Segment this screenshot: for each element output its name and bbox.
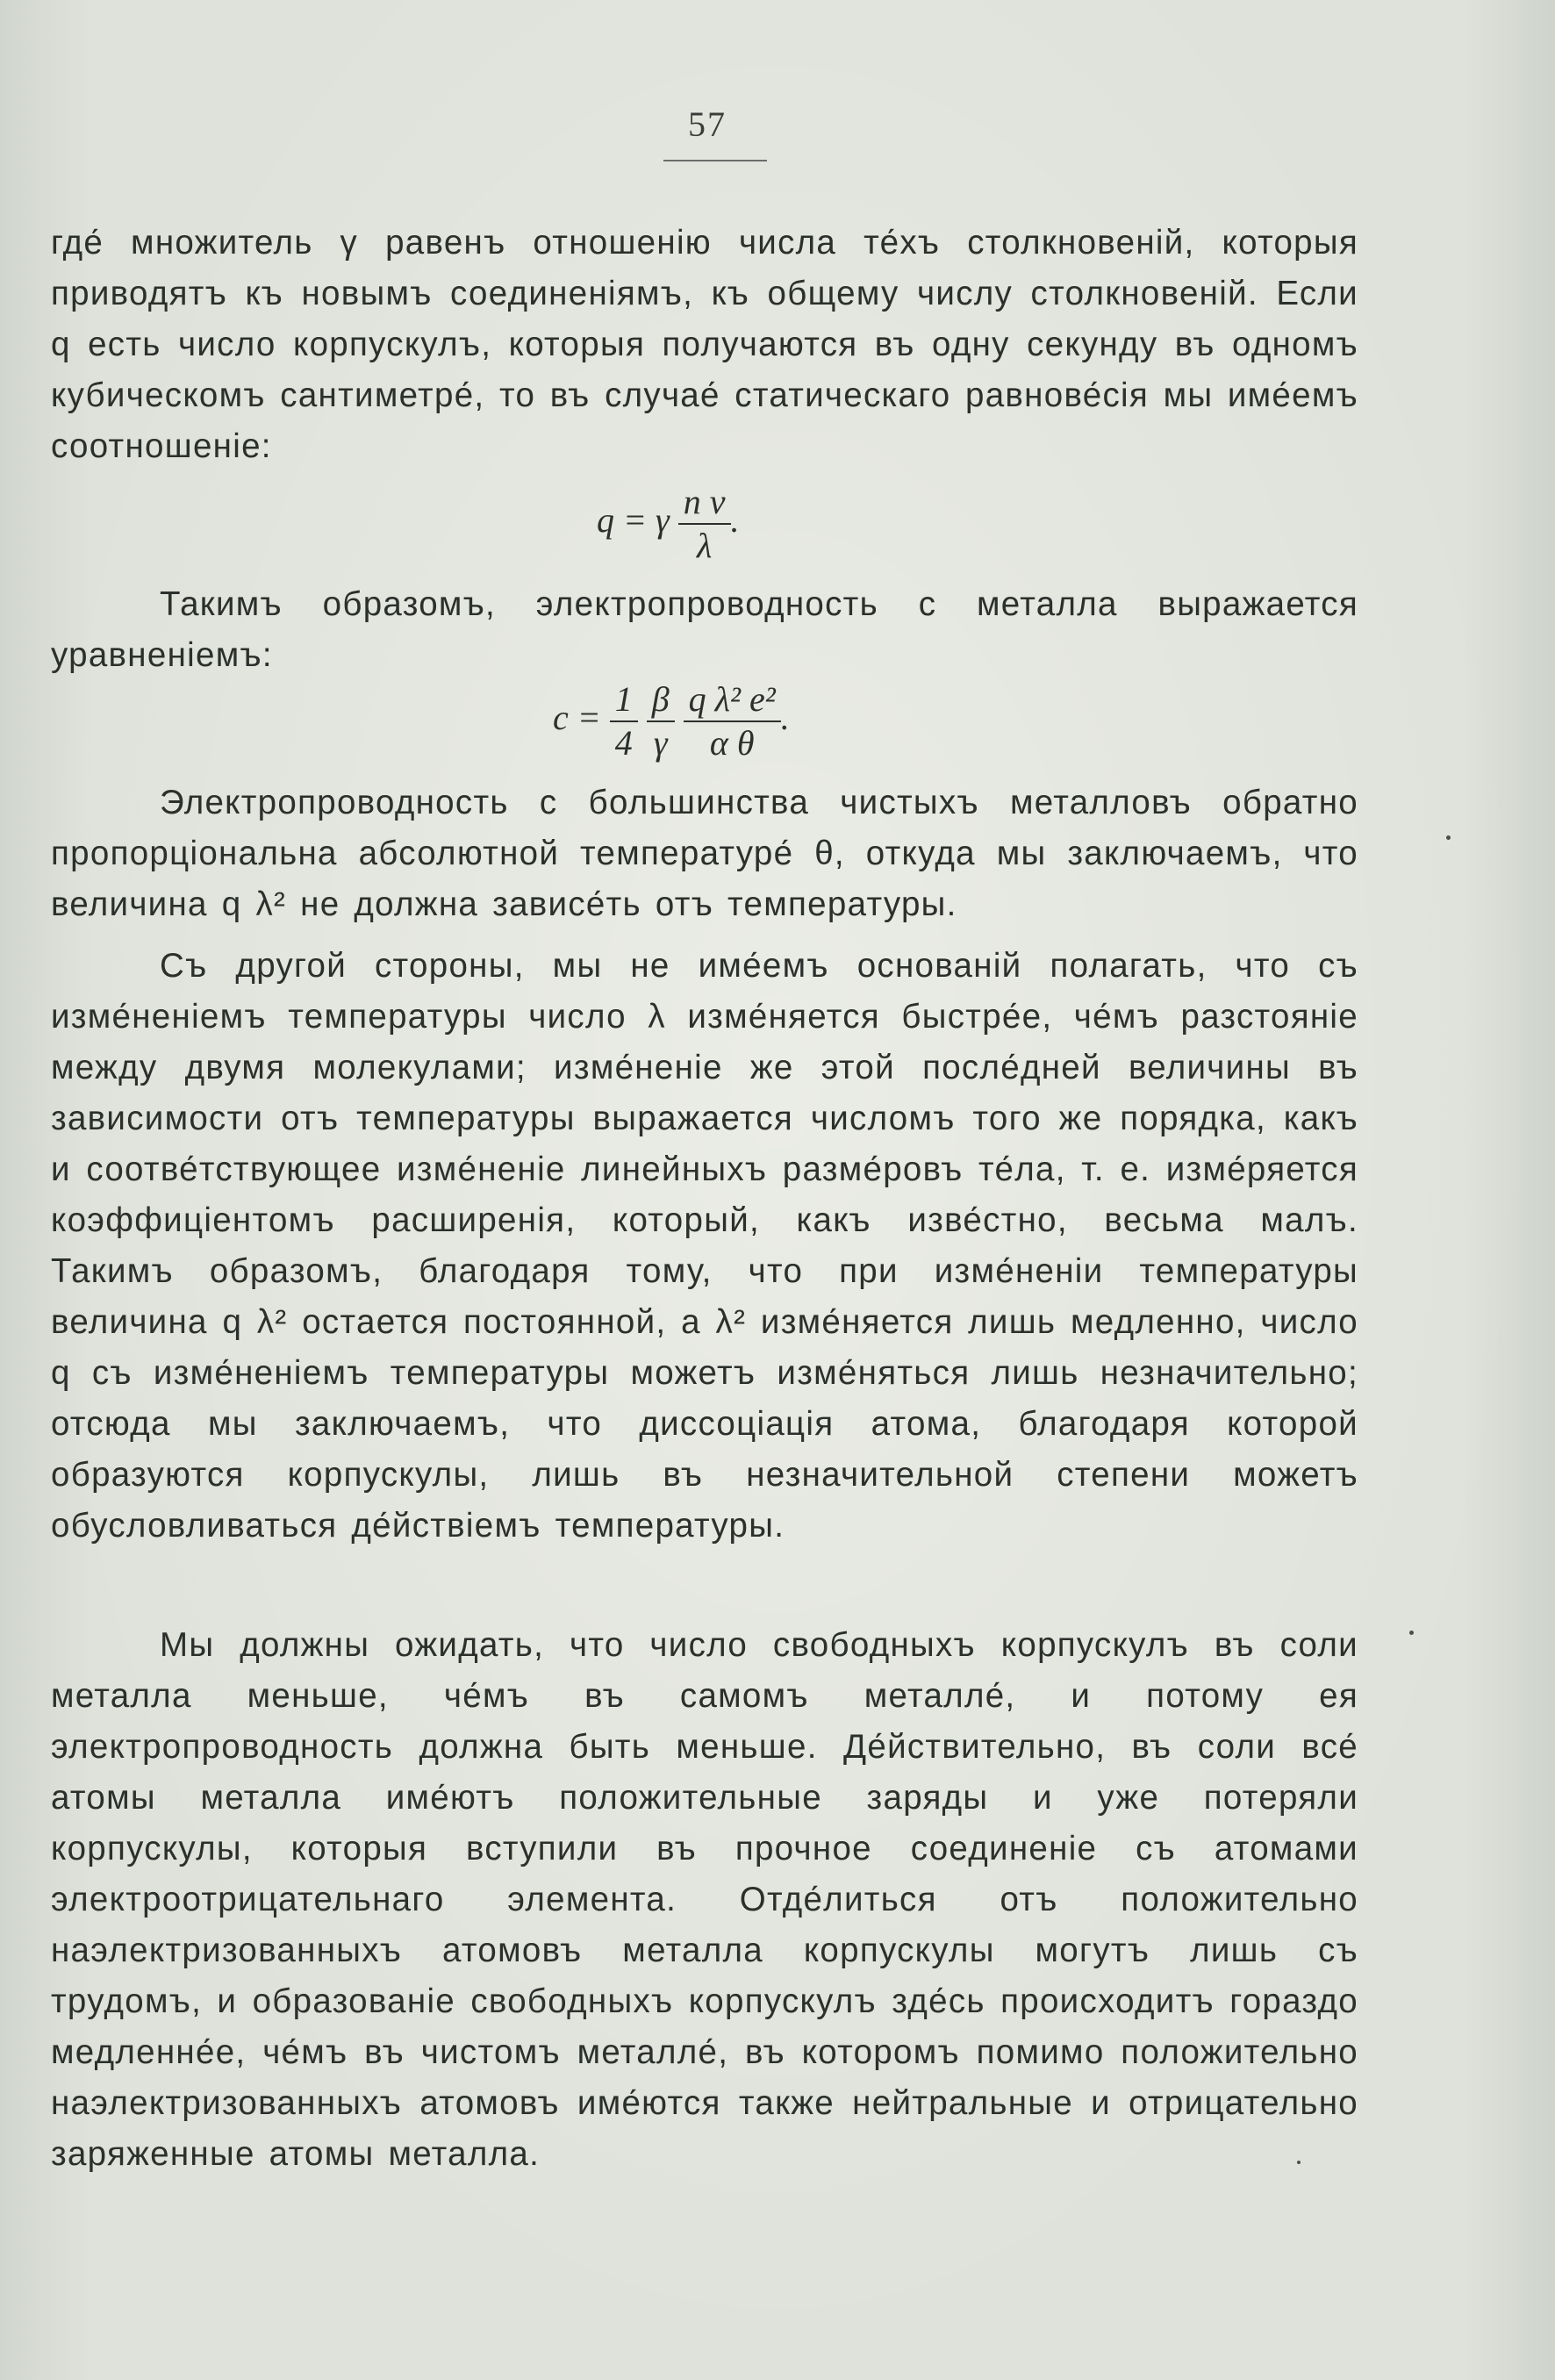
formula-c-fraction-1 — [610, 680, 638, 763]
page-number: 57 — [688, 104, 727, 144]
formula-q-fraction — [678, 483, 731, 565]
formula-c-fraction-3 — [684, 680, 781, 763]
formula-c-f2-numerator: β — [647, 680, 675, 722]
formula-c-f1-denominator: 4 — [614, 723, 633, 763]
formula-q-denominator: λ — [696, 526, 713, 565]
formula-q-lhs: q = γ — [597, 500, 670, 541]
formula-c-end: . — [780, 698, 790, 738]
paper-speck — [1297, 2161, 1301, 2164]
formula-c-f3-denominator: α θ — [709, 723, 755, 763]
formula-q — [597, 483, 740, 565]
paragraph-1-text: где́ множитель γ равенъ отношенію числа те́хъ столкновеній, которыя приводятъ къ новымъ соединеніямъ, къ общему числу столкновеній. Если q есть число корпускулъ, которыя получаются въ одну секунду въ одномъ кубическомъ сантиметре́, то въ случае́ статическаго равнове́сія мы име́емъ соотношеніе: — [51, 224, 1358, 465]
paper-speck — [1409, 1631, 1414, 1635]
formula-c-f1-numerator: 1 — [610, 680, 638, 722]
formula-c — [553, 680, 790, 763]
formula-c-f2-denominator: γ — [653, 723, 668, 763]
paragraph-3-text: Электропроводность c большинства чистыхъ металловъ обратно пропорціональна абсолютной температуре́ θ, откуда мы заключаемъ, что величина q λ² не должна зависе́ть отъ температуры. — [51, 784, 1358, 923]
formula-c-f3-numerator: q λ² e² — [684, 680, 781, 722]
paragraph-2 — [51, 579, 1358, 681]
formula-q-end: . — [730, 500, 740, 541]
formula-q-numerator: n v — [678, 483, 731, 525]
paragraph-3 — [51, 778, 1358, 930]
paragraph-5 — [51, 1620, 1358, 2180]
paper-speck — [1446, 835, 1451, 840]
paragraph-5-text: Мы должны ожидать, что число свободныхъ корпускулъ въ соли металла меньше, че́мъ въ самомъ металле́, и потому ея электропроводность должна быть меньше. Де́йствительно, въ соли все́ атомы металла име́ютъ положительные заряды и уже потеряли корпускулы, которыя вступили въ прочное соединеніе съ атомами электроотрицательнаго элемента. Отде́литься отъ положительно наэлектризованныхъ атомовъ металла корпускулы могутъ лишь съ трудомъ, и образованіе свободныхъ корпускулъ зде́сь происходитъ гораздо медленне́е, че́мъ въ чистомъ металле́, въ которомъ помимо положительно наэлектризованныхъ атомовъ име́ются также нейтральные и отрицательно заряженные атомы металла. — [51, 1626, 1358, 2173]
paragraph-2-text: Такимъ образомъ, электропроводность c металла выражается уравненіемъ: — [51, 585, 1358, 674]
formula-c-fraction-2 — [647, 680, 675, 763]
paragraph-4 — [51, 941, 1358, 1552]
paragraph-1 — [51, 218, 1358, 472]
paragraph-4-text: Съ другой стороны, мы не име́емъ основаній полагать, что съ изме́неніемъ температуры число λ изме́няется быстре́е, че́мъ разстояніе между двумя молекулами; изме́неніе же этой после́дней величины въ зависимости отъ температуры выражается числомъ того же порядка, какъ и соотве́тствующее изме́неніе линейныхъ разме́ровъ те́ла, т. е. изме́ряется коэффиціентомъ расширенія, который, какъ изве́стно, весьма малъ. Такимъ образомъ, благодаря тому, что при изме́неніи температуры величина q λ² остается постоянной, а λ² изме́няется лишь медленно, число q съ изме́неніемъ температуры можетъ изме́няться лишь незначительно; отсюда мы заключаемъ, что диссоціація атома, благодаря которой образуются корпускулы, лишь въ незначительной степени можетъ обусловливаться де́йствіемъ температуры. — [51, 947, 1358, 1545]
formula-c-lhs: c = — [553, 698, 601, 738]
page-number-rule — [663, 160, 767, 161]
